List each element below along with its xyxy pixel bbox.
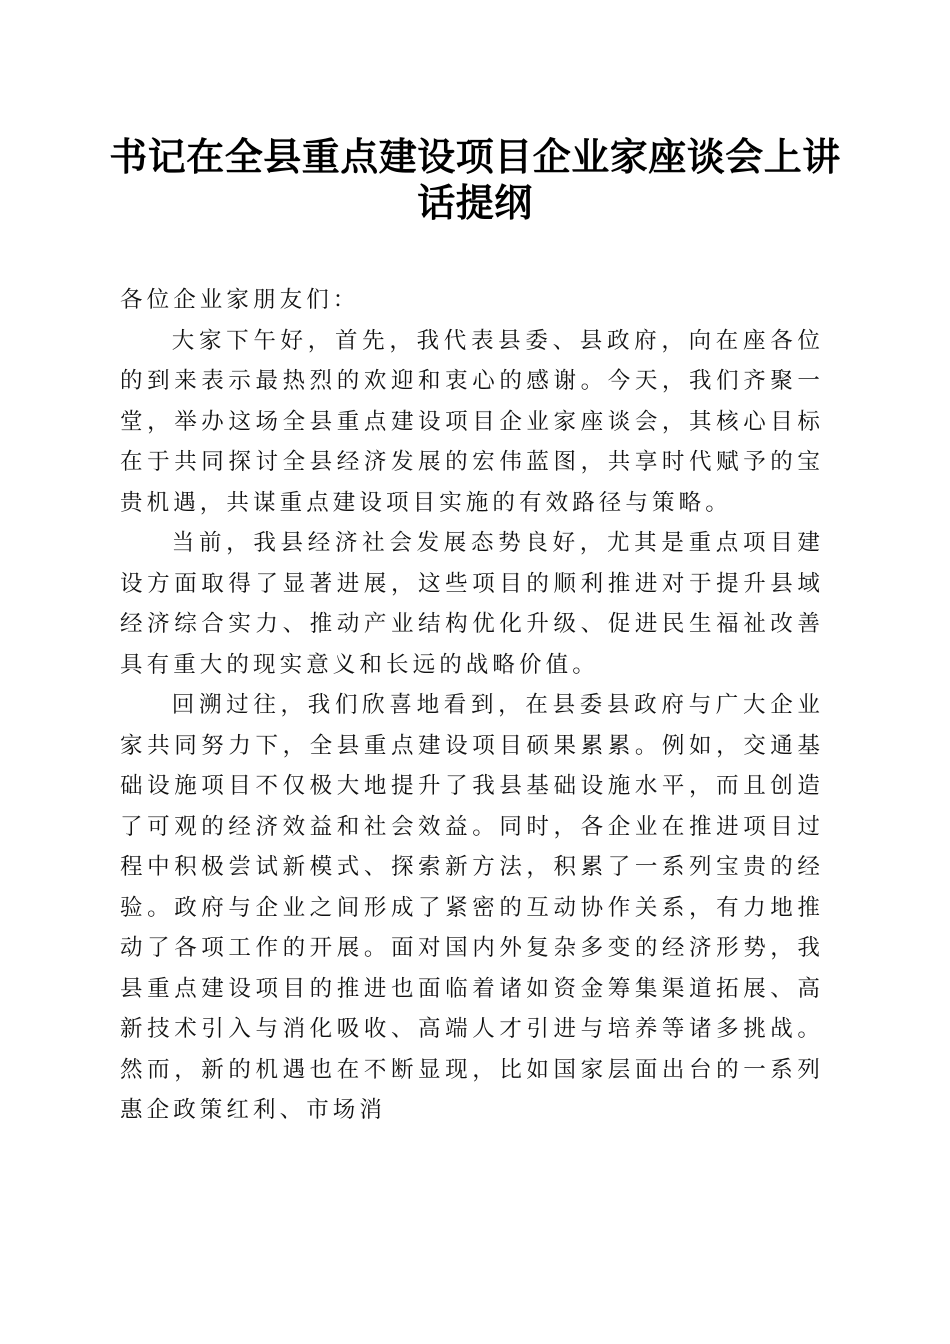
document-body [120, 280, 824, 1131]
salutation: 各位企业家朋友们： [120, 287, 360, 313]
paragraph-1: 大家下午好，首先，我代表县委、县政府，向在座各位的到来表示最热烈的欢迎和衷心的感谢。今天，我们齐聚一堂，举办这场全县重点建设项目企业家座谈会，其核心目标在于共同探讨全县经济发展的宏伟蓝图，共享时代赋予的宝贵机遇，共谋重点建设项目实施的有效路径与策略。 [120, 327, 824, 516]
paragraph-2: 当前，我县经济社会发展态势良好，尤其是重点项目建设方面取得了显著进展，这些项目的顺利推进对于提升县域经济综合实力、推动产业结构优化升级、促进民生福祉改善具有重大的现实意义和长远的战略价值。 [120, 530, 824, 678]
paragraph-3: 回溯过往，我们欣喜地看到，在县委县政府与广大企业家共同努力下，全县重点建设项目硕果累累。例如，交通基础设施项目不仅极大地提升了我县基础设施水平，而且创造了可观的经济效益和社会效益。同时，各企业在推进项目过程中积极尝试新模式、探索新方法，积累了一系列宝贵的经验。政府与企业之间形成了紧密的互动协作关系，有力地推动了各项工作的开展。面对国内外复杂多变的经济形势，我县重点建设项目的推进也面临着诸如资金筹集渠道拓展、高新技术引入与消化吸收、高端人才引进与培养等诸多挑战。然而，新的机遇也在不断显现，比如国家层面出台的一系列惠企政策红利、市场消 [120, 692, 824, 1123]
document-title: 书记在全县重点建设项目企业家座谈会上讲话提纲 [109, 134, 841, 225]
